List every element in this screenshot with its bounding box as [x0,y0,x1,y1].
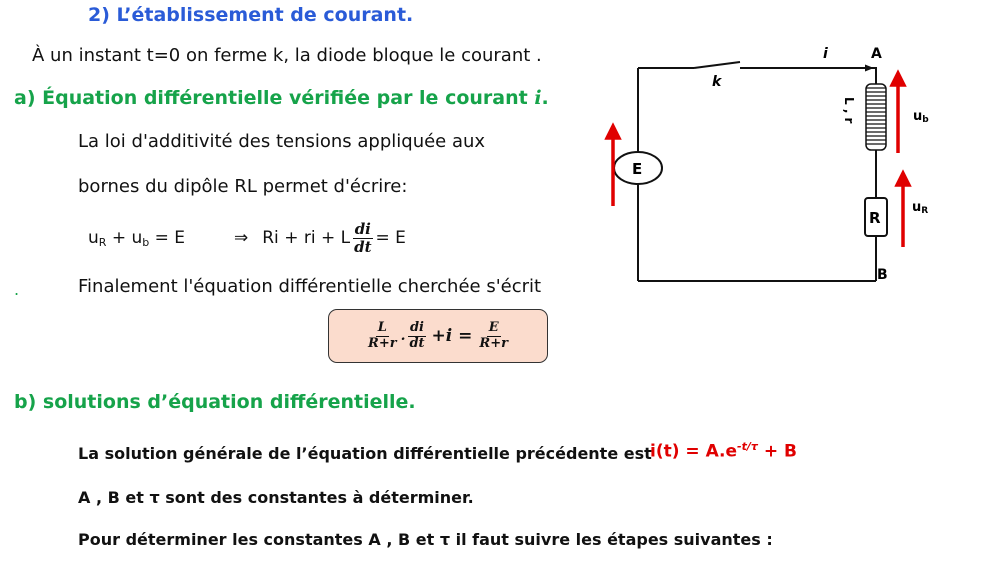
e-numerator: E [488,320,499,336]
part-a-title-var: i [534,87,542,109]
box-dt: dt [409,335,425,351]
eq-sub-r: R [98,236,107,249]
plus-i: +i = [431,326,473,346]
sol-exp-tau: /τ [746,440,758,453]
steps-text: Pour déterminer les constantes A , B et τ il faut suivre les étapes suivantes : [78,530,773,549]
part-b-title: b) solutions d’équation différentielle. [14,391,416,413]
label-ub-u: u [913,109,923,124]
intro-text: À un instant t=0 on ferme k, la diode bloque le courant . [32,45,542,66]
sol-main: i(t) = A.e [650,441,738,462]
law-line-2: bornes du dipôle RL permet d'écrire: [78,176,408,197]
switch-k[interactable] [694,62,740,68]
eq2-left: Ri + ri + L [262,228,351,248]
box-dot: . [400,328,406,344]
label-b: B [877,267,888,283]
label-lr: L , r [842,97,856,124]
dt-denominator: dt [354,237,372,256]
label-ub [913,109,929,125]
eq-rhs: = E [149,228,186,248]
sol-exp-t: -t [737,440,747,453]
label-i: i [823,46,828,62]
section-title: 2) L’établissement de courant. [88,4,414,26]
label-r: R [869,209,881,227]
constants-text: A , B et τ sont des constantes à déterminer. [78,488,474,507]
part-a-title-end: . [541,87,549,109]
law-line-1: La loi d'additivité des tensions appliquée aux [78,131,486,152]
label-ur-sub: R [921,206,929,216]
finally-text: Finalement l'équation différentielle cherchée s'écrit [78,276,542,297]
inductor-coil [866,84,886,150]
l-numerator: L [377,320,387,336]
wire-top-right [740,68,876,84]
label-ur [912,200,928,216]
box-di: di [409,320,424,336]
di-numerator: di [354,220,371,238]
label-k: k [712,74,722,90]
label-e: E [632,160,643,178]
eq-sub-b: b [142,236,150,249]
implies-symbol: ⇒ [234,228,249,248]
eq2-right: = E [375,228,406,248]
label-ub-sub: b [922,115,929,125]
bullet-dot: . [14,280,20,299]
eq-u: u [88,228,99,248]
general-solution-text: La solution générale de l’équation différentielle précédente est [78,444,652,463]
label-a: A [871,46,882,62]
sol-plus-b: + B [757,441,797,462]
r-denominator: R+r [368,335,397,351]
eq-plus: + u [106,228,143,248]
e-denominator: R+r [479,335,508,351]
part-a-title-text: a) Équation différentielle vérifiée par le courant [14,87,535,109]
label-ur-u: u [912,200,922,215]
